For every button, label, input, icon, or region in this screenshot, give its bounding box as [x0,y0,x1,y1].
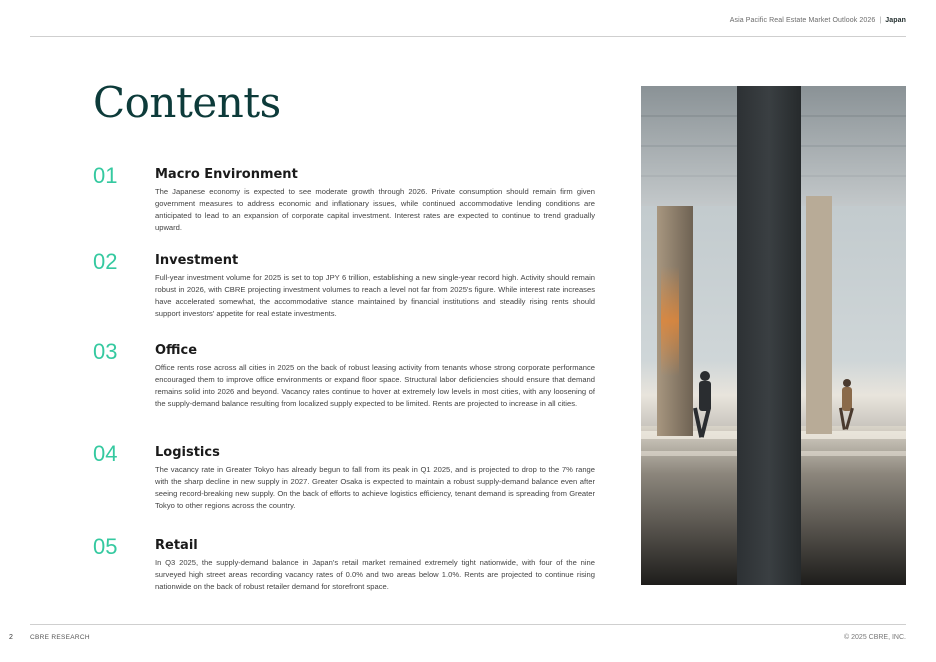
header-divider [30,36,906,37]
section-body: The vacancy rate in Greater Tokyo has already begun to fall from its peak in Q1 2025, and is projected to drop to the 7% range with the sharp decline in new supply in 2027. Greater Osaka is expected to maintain a robust supply-demand balance even after seeing record-breaking new supply. On the back of efforts to achieve logistics efficiency, tenant demand is spreading from Greater Tokyo to other regions across the country. [155,465,595,510]
section-number: 03 [93,339,118,364]
header-report-title [730,17,906,24]
section-body: In Q3 2025, the supply-demand balance in Japan's retail market remained extremely tight nationwide, with four of the nine surveyed high street areas recording vacancy rates of 0.0% and two areas below 1.0%. Rents are projected to continue rising nationwide on the back of robust retailer demand for storefront space. [155,558,595,591]
section-heading[interactable]: Office [155,343,198,358]
report-title: Asia Pacific Real Estate Market Outlook 2026 [729,17,876,24]
section-body: The Japanese economy is expected to see moderate growth through 2026. Private consumption should remain firm given government measures to address economic and inflationary issues, while continued accommodative lending conditions are anticipated to lead to an expansion of corporate capital investment. Interest rates are expected to continue to trend gradually upward. [155,187,595,232]
page-number: 2 [9,634,13,641]
header-country: Japan [885,17,906,24]
page-title: Contents [93,78,281,127]
section-heading[interactable]: Macro Environment [155,167,298,182]
section-heading[interactable]: Investment [155,253,239,268]
footer-divider [30,624,906,625]
cover-photo-building-interior [641,86,906,585]
section-number: 04 [93,441,118,466]
section-number: 01 [93,163,118,188]
section-heading[interactable]: Retail [155,538,198,553]
section-number: 02 [93,249,118,274]
footer-brand: CBRE RESEARCH [30,634,90,641]
section-body: Office rents rose across all cities in 2025 on the back of robust leasing activity from tenants whose strong corporate performance encouraged them to improve office environments or expand floor space. Structural labor deficiencies should ensure that demand remains solid into 2026 and beyond. Vacancy rates continue to hover at extremely low levels in most cities, with any loosening of the supply-demand balance resulting from localized supply expected to be limited. Rents are projected to increase in all cities. [155,363,595,408]
header-separator: | [879,17,882,24]
section-heading[interactable]: Logistics [155,445,220,460]
section-number: 05 [93,534,118,559]
section-body: Full-year investment volume for 2025 is set to top JPY 6 trillion, establishing a new single-year record high. Activity should remain robust in 2026, with CBRE projecting investment volumes to reach a level not far from 2025's figure. While interest rate increases have accelerated somewhat, the accommodative stance maintained by financial institutions and steadily rising rents should support investors' appetite for real estate investments. [155,273,595,318]
footer-copyright: © 2025 CBRE, INC. [844,634,906,641]
